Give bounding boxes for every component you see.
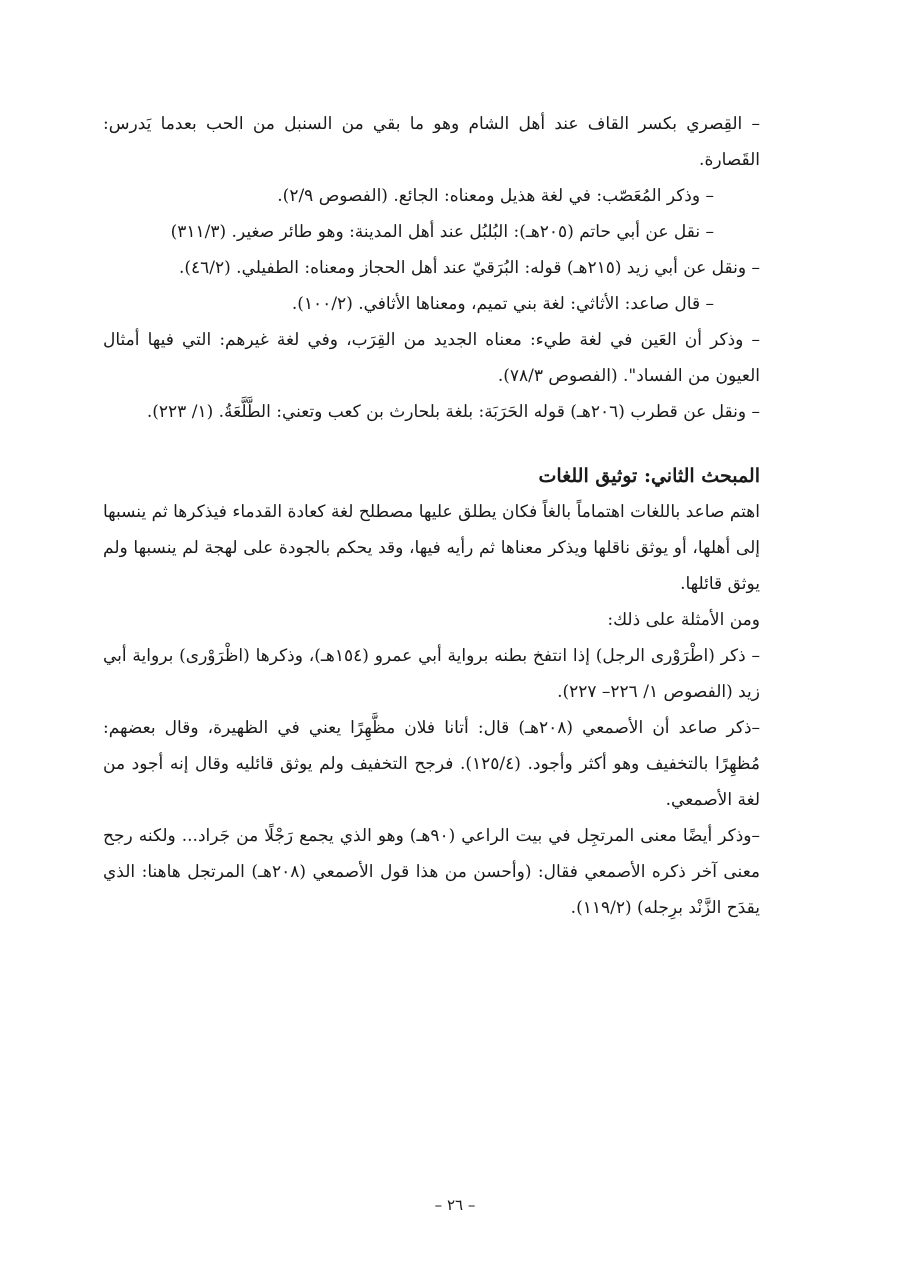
list-item: – القِصري بكسر القاف عند أهل الشام وهو ما بقي من السنبل من الحب بعدما يَدرس: القَصارة. [103, 114, 760, 170]
list-item: – ونقل عن أبي زيد (٢١٥هـ) قوله: البُرَقيّ عند أهل الحجاز ومعناه: الطفيلي. (٤٦/٢). [178, 258, 760, 278]
intro-paragraph: اهتم صاعد باللغات اهتماماً بالغاً فكان يطلق عليها مصطلح لغة كعادة القدماء فيذكرها ثم ينسبها إلى أهلها، أو يوثق ناقلها ويذكر معناها ثم رأيه فيها، وقد يحكم بالجودة على لهجة لم ينسبها ولم يوثق قائلها. [103, 502, 760, 594]
list-item: – وذكر المُعَصّب: في لغة هذيل ومعناه: الجائع. (الفصوص ٢/٩). [277, 186, 714, 206]
list-item: – ذكر (اطْرَوْرى الرجل) إذا انتفخ بطنه برواية أبي عمرو (١٥٤هـ)، وذكرها (اظْرَوْرى) برواية أبي زيد (الفصوص ١/ ٢٢٦– ٢٢٧). [103, 646, 760, 702]
list-item: –وذكر أيضًا معنى المرتجِل في بيت الراعي (٩٠هـ) وهو الذي يجمع رَجْلًا من جَراد... ولكنه رجح معنى آخر ذكره الأصمعي فقال: (وأحسن من هذا قول الأصمعي (٢٠٨هـ) المرتجل هاهنا: الذي يقدَح الزَّنْد برِجله) (١١٩/٢). [103, 826, 760, 918]
examples-intro: ومن الأمثلة على ذلك: [607, 610, 760, 630]
page-number: – ٢٦ – [434, 1196, 476, 1214]
page-body [103, 106, 760, 926]
list-item: – قال صاعد: الأثاثي: لغة بني تميم، ومعناها الأثافي. (١٠٠/٢). [291, 294, 714, 314]
list-item: –ذكر صاعد أن الأصمعي (٢٠٨هـ) قال: أتانا فلان مظَّهِرًا يعني في الظهيرة، وقال بعضهم: مُظهِرًا بالتخفيف وهو أكثر وأجود. (١٢٥/٤). فرجح التخفيف ولم يوثق قائليه وقال إنه أجود من لغة الأصمعي. [103, 718, 761, 810]
list-item: – ونقل عن قطرب (٢٠٦هـ) قوله الحَرَبَة: بلغة بلحارث بن كعب وتعني: الطَّلَّعَةُ. (١/ ٢٢٣). [146, 402, 760, 422]
list-item: – وذكر أن العَين في لغة طيء: معناه الجديد من القِرَب، وفي لغة غيرهم: التي فيها أمثال العيون من الفساد". (الفصوص ٧٨/٣). [103, 330, 760, 386]
section-heading: المبحث الثاني: توثيق اللغات [538, 465, 760, 487]
list-item: – نقل عن أبي حاتم (٢٠٥هـ): البُلبُل عند أهل المدينة: وهو طائر صغير. (٣١١/٣) [170, 222, 714, 242]
